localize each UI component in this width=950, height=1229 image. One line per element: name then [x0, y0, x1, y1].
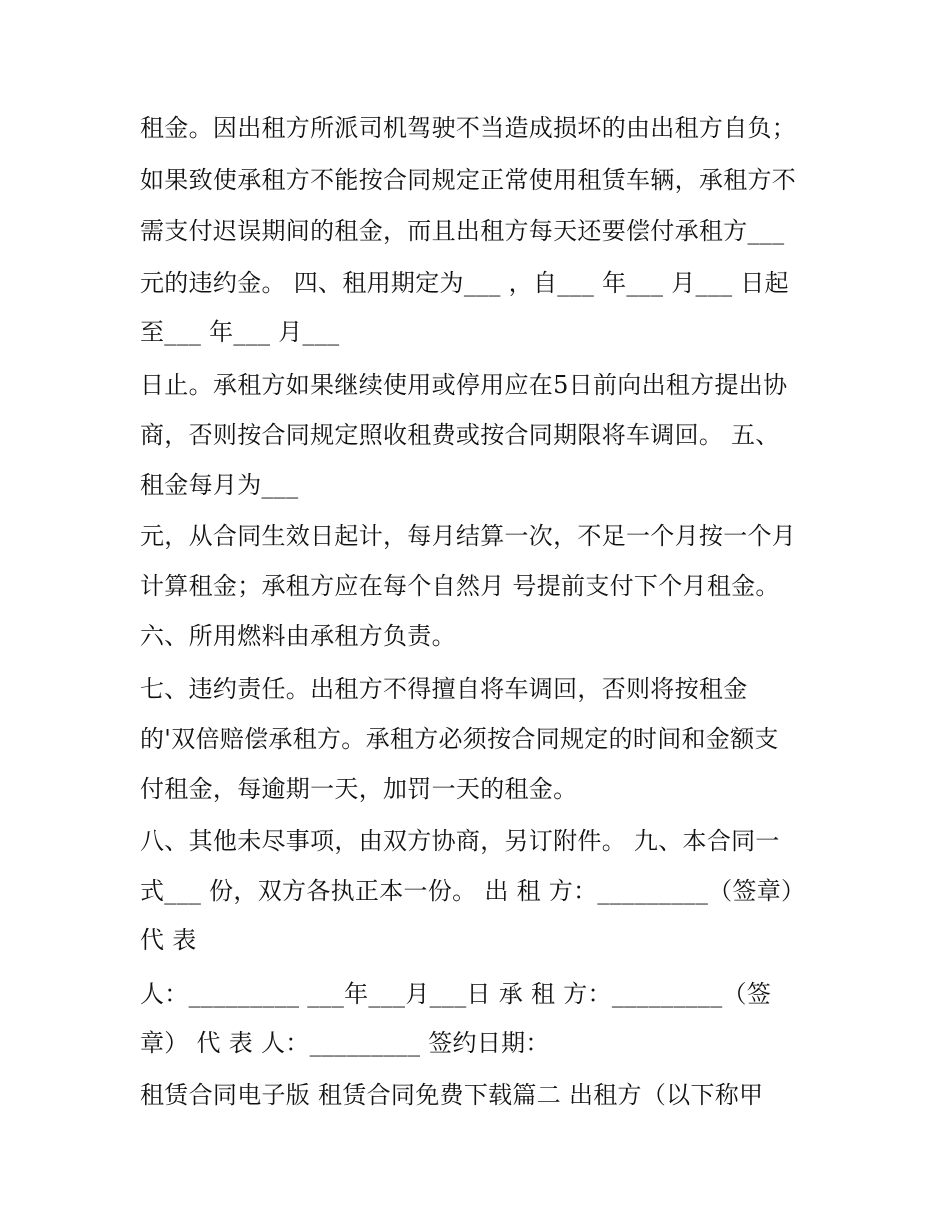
text-line-10: 计算租金；承租方应在每个自然月 号提前支付下个月租金。: [140, 572, 780, 600]
text-line-8: 租金每月为___: [140, 471, 299, 499]
text-line-11: 六、所用燃料由承租方负责。: [140, 622, 456, 650]
text-line-20: 租赁合同电子版 租赁合同免费下载篇二 出租方（以下称甲: [140, 1081, 764, 1109]
text-line-1: 租金。因出租方所派司机驾驶不当造成损坏的由出租方自负；: [140, 114, 797, 142]
text-line-15: 八、其他未尽事项，由双方协商，另订附件。 九、本合同一: [140, 827, 780, 855]
text-line-2: 如果致使承租方不能按合同规定正常使用租赁车辆，承租方不: [140, 166, 797, 194]
text-line-9: 元，从合同生效日起计，每月结算一次，不足一个月按一个月: [140, 522, 797, 550]
text-line-5: 至___ 年___ 月___: [140, 318, 340, 346]
text-line-18: 人：_________ ___年___月___日 承 租 方：_________（签: [140, 980, 772, 1008]
text-line-14: 付租金，每逾期一天，加罚一天的租金。: [140, 775, 578, 803]
text-line-19: 章） 代 表 人：_________ 签约日期：: [140, 1029, 550, 1057]
text-line-4: 元的违约金。 四、租用期定为___ ，自___ 年___ 月___ 日起: [140, 269, 789, 297]
text-line-17: 代 表: [140, 926, 197, 954]
text-line-7: 商，否则按合同规定照收租费或按合同期限将车调回。 五、: [140, 421, 780, 449]
text-line-16: 式___ 份，双方各执正本一份。 出 租 方：_________（签章）: [140, 877, 806, 905]
text-line-3: 需支付迟误期间的租金，而且出租方每天还要偿付承租方___: [140, 217, 785, 245]
text-line-12: 七、违约责任。出租方不得擅自将车调回，否则将按租金: [140, 675, 748, 703]
text-line-6: 日止。承租方如果继续使用或停用应在5日前向出租方提出协: [140, 371, 788, 399]
text-line-13: 的'双倍赔偿承租方。承租方必须按合同规定的时间和金额支: [140, 725, 779, 753]
